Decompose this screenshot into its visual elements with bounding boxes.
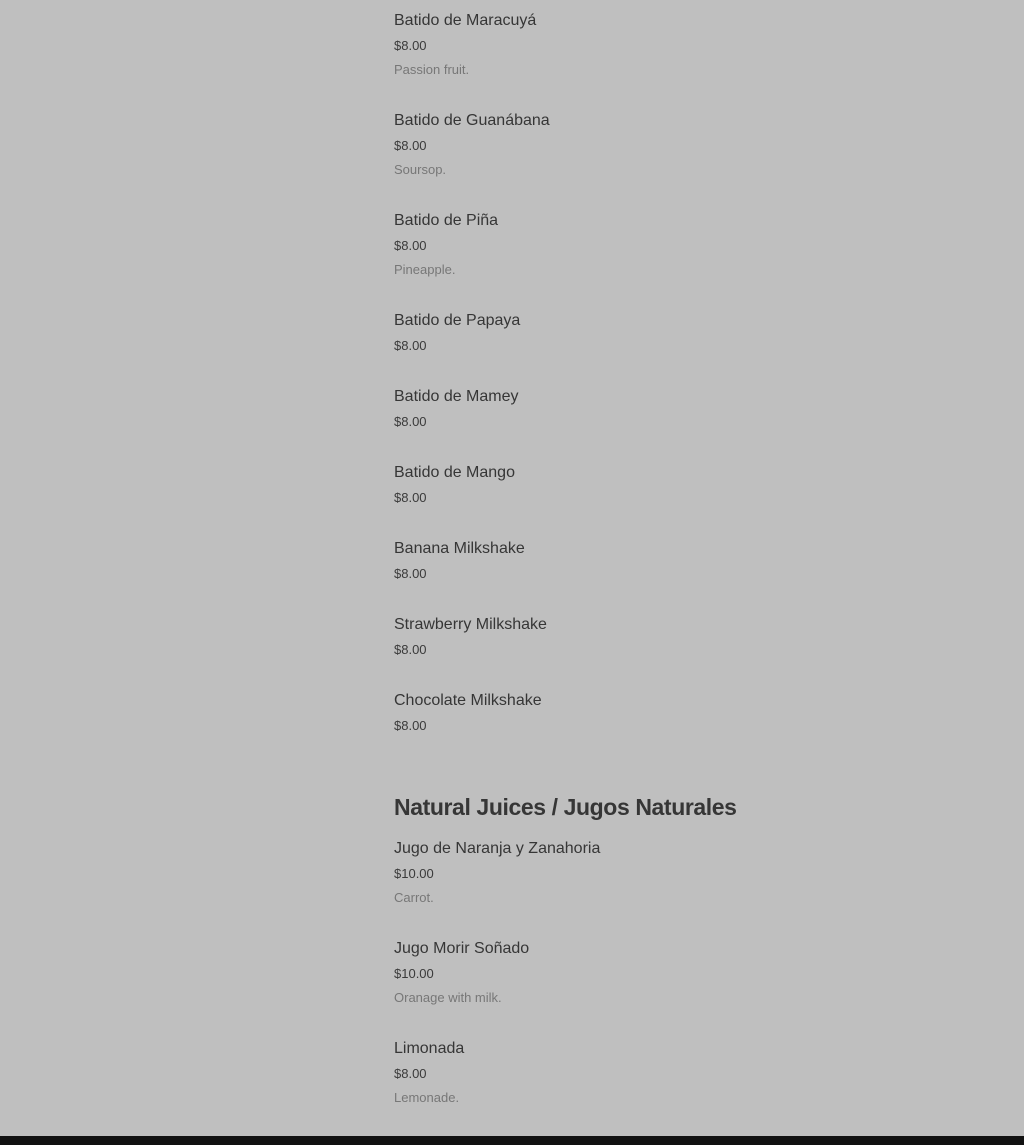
- menu-item-name: Jugo de Naranja y Zanahoria: [394, 840, 601, 857]
- menu-item-price: $8.00: [394, 718, 427, 733]
- menu-item-price: $8.00: [394, 238, 427, 253]
- section-title-natural-juices: Natural Juices / Jugos Naturales: [394, 794, 737, 820]
- menu-item-price: $10.00: [394, 966, 434, 981]
- menu-item-name: Limonada: [394, 1040, 465, 1057]
- menu-item-description: Pineapple.: [394, 262, 456, 277]
- menu-item-description: Lemonade.: [394, 1090, 460, 1105]
- menu-item-name: Jugo Morir Soñado: [394, 940, 530, 957]
- menu-item-price: $8.00: [394, 338, 427, 353]
- menu-item-price: $8.00: [394, 566, 427, 581]
- menu-item-description: Carrot.: [394, 890, 434, 905]
- menu-item-name: Chocolate Milkshake: [394, 692, 542, 709]
- menu-item-price: $8.00: [394, 38, 427, 53]
- menu-item-name: Banana Milkshake: [394, 540, 525, 557]
- menu-item-name: Batido de Maracuyá: [394, 12, 537, 29]
- menu-item-name: Batido de Mango: [394, 464, 515, 481]
- menu-item-description: Passion fruit.: [394, 62, 470, 77]
- menu-item-name: Batido de Piña: [394, 212, 499, 229]
- menu-item-name: Strawberry Milkshake: [394, 616, 547, 633]
- menu-item-name: Batido de Guanábana: [394, 112, 550, 129]
- menu-item-price: $8.00: [394, 414, 427, 429]
- footer-bar: [0, 1136, 1024, 1145]
- menu-item-price: $8.00: [394, 490, 427, 505]
- menu-item-name: Batido de Papaya: [394, 312, 521, 329]
- menu-item-price: $8.00: [394, 642, 427, 657]
- menu-item-price: $8.00: [394, 138, 427, 153]
- menu-item-price: $10.00: [394, 866, 434, 881]
- menu-item-description: Oranage with milk.: [394, 990, 502, 1005]
- menu-item-description: Soursop.: [394, 162, 447, 177]
- menu-item-name: Batido de Mamey: [394, 388, 519, 405]
- menu-item-price: $8.00: [394, 1066, 427, 1081]
